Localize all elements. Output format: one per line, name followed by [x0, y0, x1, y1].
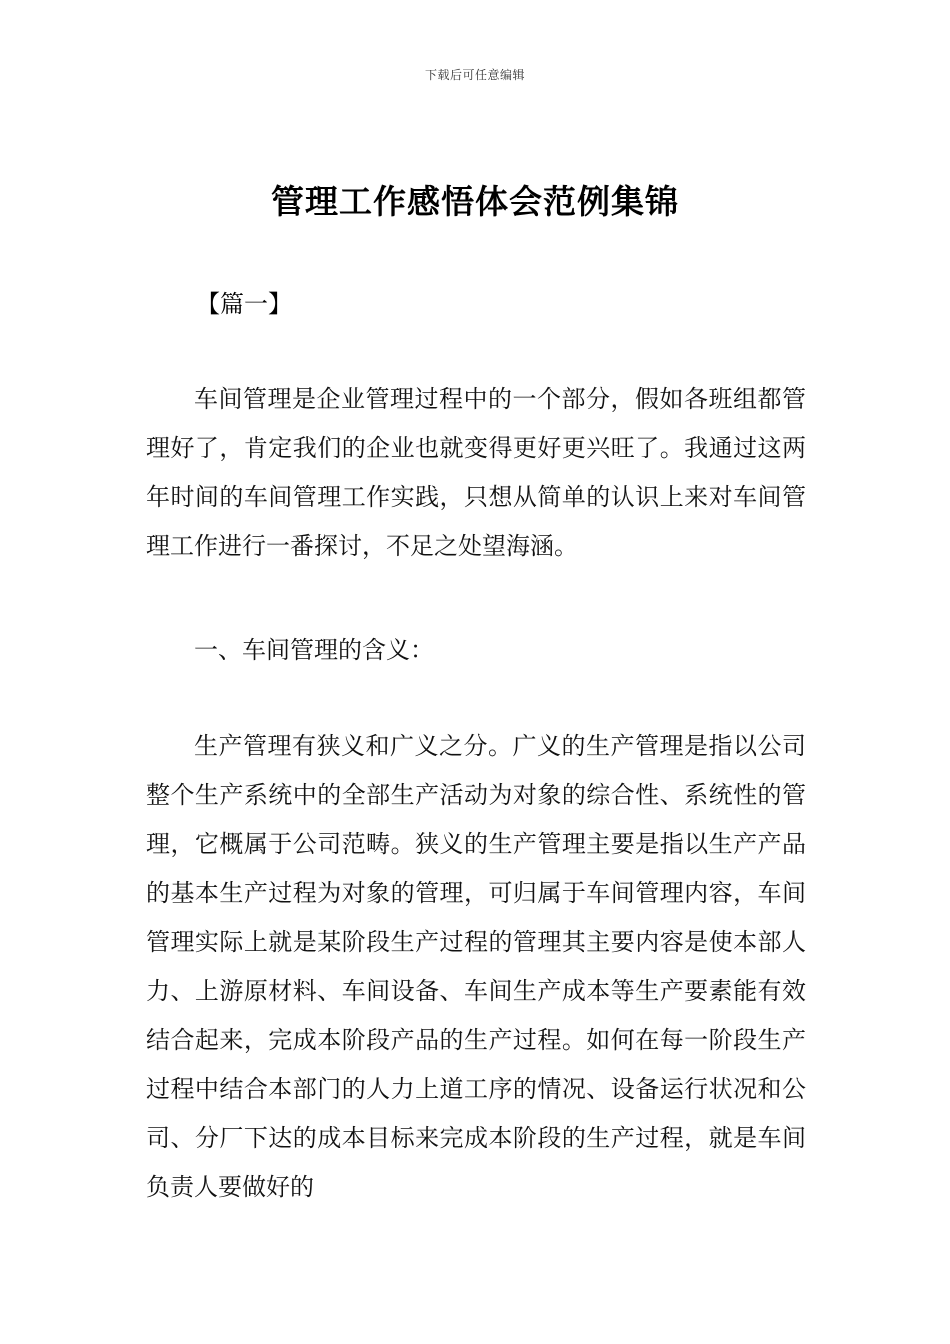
- section-label: 【篇一】: [196, 290, 292, 318]
- paragraph-definition: 生产管理有狭义和广义之分。广义的生产管理是指以公司整个生产系统中的全部生产活动为对象的综合性、系统性的管理，它概属于公司范畴。狭义的生产管理主要是指以生产产品的基本生产过程为对象的管理，可归属于车间管理内容，车间管理实际上就是某阶段生产过程的管理其主要内容是使本部人力、上游原材料、车间设备、车间生产成本等生产要素能有效结合起来，完成本阶段产品的生产过程。如何在每一阶段生产过程中结合本部门的人力上道工序的情况、设备运行状况和公司、分厂下达的成本目标来完成本阶段的生产过程，就是车间负责人要做好的: [146, 732, 806, 1201]
- document-title: 管理工作感悟体会范例集锦: [271, 182, 679, 221]
- paragraph-intro: 车间管理是企业管理过程中的一个部分，假如各班组都管理好了，肯定我们的企业也就变得更好更兴旺了。我通过这两年时间的车间管理工作实践，只想从简单的认识上来对车间管理工作进行一番探讨，不足之处望海涵。: [146, 385, 806, 560]
- section-heading: 一、车间管理的含义：: [194, 636, 434, 664]
- header-note: 下载后可任意编辑: [424, 68, 525, 82]
